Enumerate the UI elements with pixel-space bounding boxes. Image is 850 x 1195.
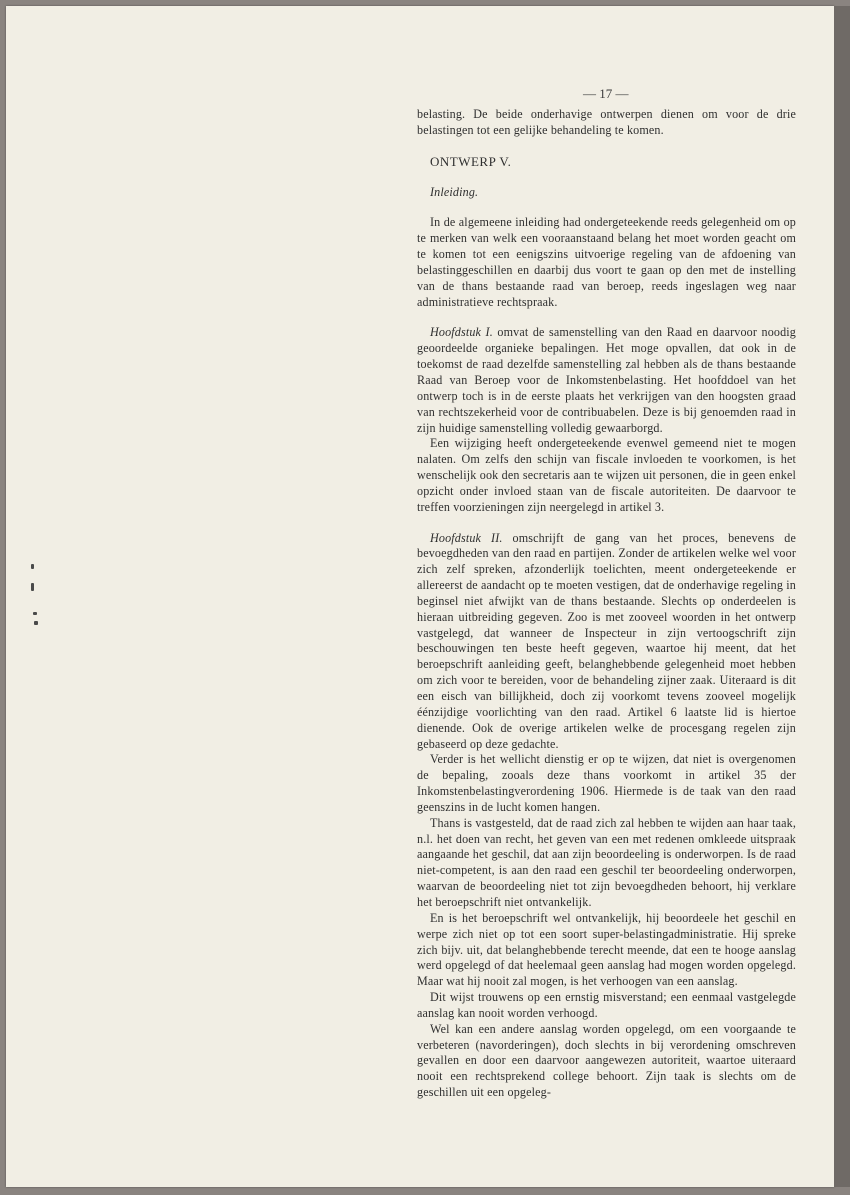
paragraph-inleiding: In de algemeene inleiding had ondergeteekende reeds gelegenheid om op te merken van welk een vooraanstaand belang het moet worden geacht om te komen tot een eenigszins uitvoerige regeling van de afdoening van belastinggeschillen en daarbij dus voort te gaan op den met de instelling van de thans bestaande raad van beroep, reeds ingeslagen weg naar administratieve rechtspraak. <box>417 215 796 309</box>
paragraph-hoofdstuk-2 <box>417 531 796 753</box>
paragraph-dit: Dit wijst trouwens op een ernstig misverstand; een eenmaal vastgelegde aanslag kan nooit worden verhoogd. <box>417 990 796 1020</box>
margin-mark <box>33 612 37 615</box>
body-text <box>417 107 796 1101</box>
hoofdstuk-1-text: omvat de samenstelling van den Raad en daarvoor noodig geoordeelde organieke bepalingen. Het moge opvallen, dat ook in de toekomst de raad dezelfde samenstelling zal hebben als de thans bestaande Raad van Beroep voor de Inkomstenbelasting. Het hoofddoel van het ontwerp toch is in de eerste plaats het verkrijgen van den hoogsten graad van rechtszekerheid voor de contribuabelen. Deze is bij genoemden raad in zijn huidige samenstelling volledig gewaarborgd. <box>417 325 797 435</box>
paragraph-en: En is het beroepschrift wel ontvankelijk, hij beoordeele het geschil en werpe zich niet op tot een soort super-belastingadministratie. Hij spreke zich bijv. uit, dat belanghebbende terecht meende, dat een te hooge aanslag werd opgelegd of dat heelemaal geen aanslag had mogen worden opgelegd. Maar wat hij nooit zal mogen, is het verhoogen van een aanslag. <box>417 910 796 989</box>
hoofdstuk-2-text: omschrijft de gang van het proces, benevens de bevoegdheden van den raad en partijen. Zonder de artikelen welke wel voor zich zelf spreken, afzonderlijk toelichten, meent ondergeteekende er allereerst de aandacht op te moeten vestigen, dat de onderhavige regeling in beginsel niet afwijkt van de thans bestaande. Slechts op onderdeelen is hieraan uitbreiding gegeven. Zoo is met zooveel woorden in het ontwerp vastgelegd, dat wanneer de Inspecteur in zijn vertoogschrift zijn beschouwingen ten beste heeft gegeven, waartoe hij meent, dat het beroepschrift aanleiding geeft, belanghebbende gelegenheid moet hebben om zich voor te bereiden, voor de behandeling zijner zaak. Uiteraard is dit een eisch van billijkheid, doch zij voorkomt tevens zooveel mogelijk éénzijdige voorlichting van den raad. Artikel 6 laatste lid is hiertoe dienende. Ook de overige artikelen welke de procesgang regelen zijn gebaseerd op deze gedachte. <box>417 530 796 751</box>
paragraph-intro: belasting. De beide onderhavige ontwerpen dienen om voor de drie belastingen tot een gelijke behandeling te komen. <box>417 107 796 137</box>
margin-mark <box>31 583 34 591</box>
page-number: — 17 — <box>583 86 629 101</box>
paragraph-wel: Wel kan een andere aanslag worden opgelegd, om een voorgaande te verbeteren (navorderingen), doch slechts in bij verordening omschreven gevallen en door een daarvoor aangewezen autoriteit, waartoe uiteraard nooit een rechtsprekend college behoort. Zijn taak is slechts om de geschillen uit een opgeleg- <box>417 1021 796 1100</box>
hoofdstuk-2-label: Hoofdstuk II. <box>430 530 503 545</box>
section-subheading: Inleiding. <box>430 184 479 199</box>
margin-mark <box>31 564 34 569</box>
paragraph-hoofdstuk-1 <box>417 325 796 436</box>
page-edge <box>834 6 850 1187</box>
document-page <box>6 6 834 1187</box>
section-heading: ONTWERP V. <box>430 153 512 169</box>
paragraph-thans: Thans is vastgesteld, dat de raad zich zal hebben te wijden aan haar taak, n.l. het doen van recht, het geven van een met redenen omkleede uitspraak aangaande het geschil, dat aan zijn beoordeeling is onderworpen. Is de raad niet-competent, is aan den raad een geschil ter beoordeeling onderworpen, waarvan de beoordeeling niet tot zijn bevoegdheden behoort, hij verklare het beroepschrift niet ontvankelijk. <box>417 815 796 909</box>
margin-mark <box>34 621 38 625</box>
hoofdstuk-1-label: Hoofdstuk I. <box>430 325 493 340</box>
paragraph-wijziging: Een wijziging heeft ondergeteekende evenwel gemeend niet te mogen nalaten. Om zelfs den schijn van fiscale invloeden te voorkomen, is het wenschelijk ook den secretaris aan te wijzen uit personen, die in geen enkel opzicht onder invloed staan van de fiscale autoriteiten. De daarvoor te treffen voorzieningen zijn neergelegd in artikel 3. <box>417 436 796 514</box>
paragraph-verder: Verder is het wellicht dienstig er op te wijzen, dat niet is overgenomen de bepaling, zooals deze thans voorkomt in artikel 35 der Inkomstenbelastingverordening 1906. Hiermede is de taak van den raad geenszins in de lucht komen hangen. <box>417 752 796 814</box>
